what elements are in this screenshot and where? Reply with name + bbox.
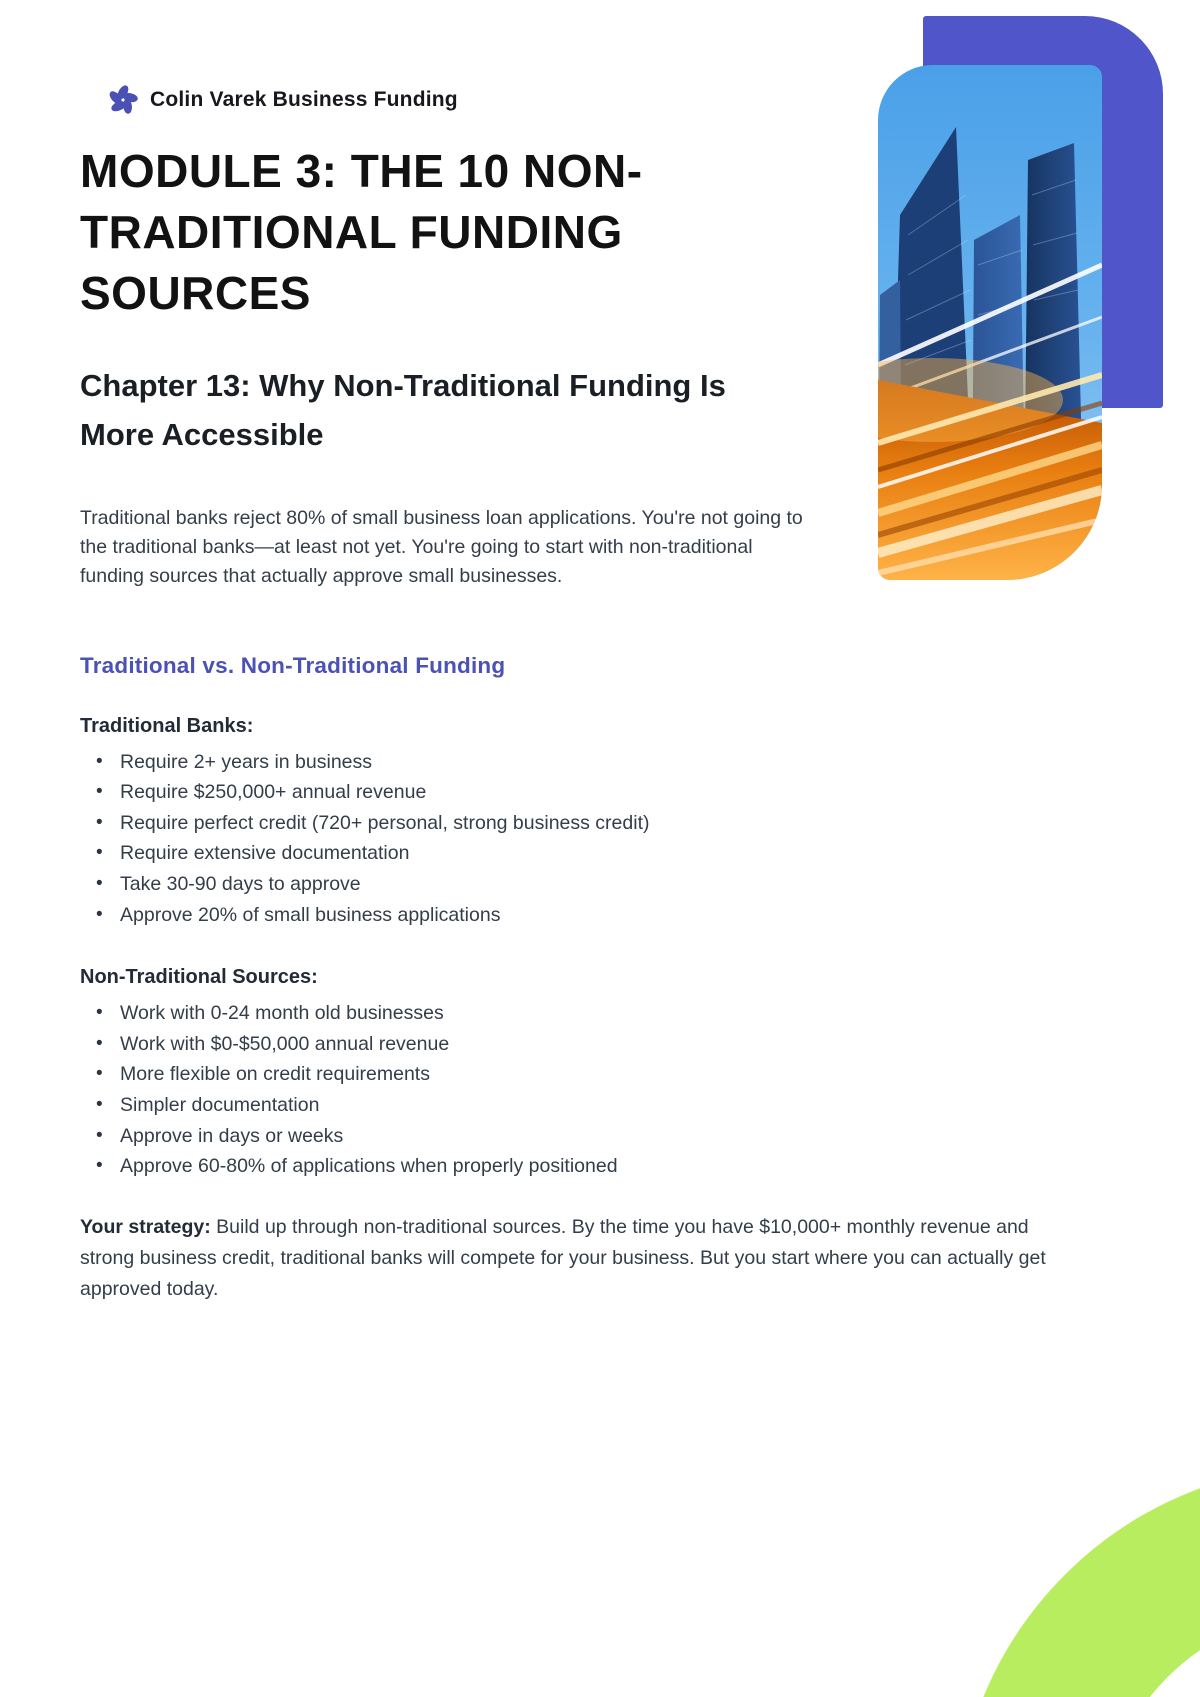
list-item: • Simpler documentation	[80, 1090, 820, 1121]
nontraditional-sources-list	[80, 998, 820, 1182]
list-item: • Approve in days or weeks	[80, 1121, 820, 1152]
section-heading: Traditional vs. Non-Traditional Funding	[80, 652, 506, 678]
strategy-text: Build up through non-traditional sources. By the time you have $10,000+ monthly revenue and strong business credit, traditional banks will compete for your business. But you start where you can actually get approved today.	[80, 1215, 1046, 1300]
brand-name: Colin Varek Business Funding	[150, 88, 458, 111]
traditional-banks-label: Traditional Banks:	[80, 714, 254, 737]
list-item: • Require 2+ years in business	[80, 747, 820, 778]
strategy-paragraph	[80, 1212, 1055, 1305]
list-item: • More flexible on credit requirements	[80, 1059, 820, 1090]
list-item: • Require $250,000+ annual revenue	[80, 777, 820, 808]
intro-paragraph: Traditional banks reject 80% of small business loan applications. You're not going to the traditional banks—at least not yet. You're going to start with non-traditional funding sources that actually approve small businesses.	[80, 506, 803, 587]
pinwheel-logo-icon	[108, 85, 138, 115]
list-item: • Approve 20% of small business applications	[80, 900, 820, 931]
list-item: • Require perfect credit (720+ personal, strong business credit)	[80, 808, 820, 839]
chapter-title: Chapter 13: Why Non-Traditional Funding Is More Accessible	[80, 367, 726, 453]
list-item: • Work with $0-$50,000 annual revenue	[80, 1029, 820, 1060]
list-item: • Work with 0-24 month old businesses	[80, 998, 820, 1029]
green-ring-shape	[955, 1465, 1200, 1697]
traditional-banks-list	[80, 747, 820, 931]
module-title: MODULE 3: THE 10 NON-TRADITIONAL FUNDING SOURCES	[80, 145, 643, 320]
strategy-label: Your strategy:	[80, 1215, 211, 1238]
list-item: • Require extensive documentation	[80, 838, 820, 869]
brand-header	[108, 85, 1200, 115]
nontraditional-sources-label: Non-Traditional Sources:	[80, 966, 318, 989]
list-item: • Approve 60-80% of applications when properly positioned	[80, 1151, 820, 1182]
list-item: • Take 30-90 days to approve	[80, 869, 820, 900]
